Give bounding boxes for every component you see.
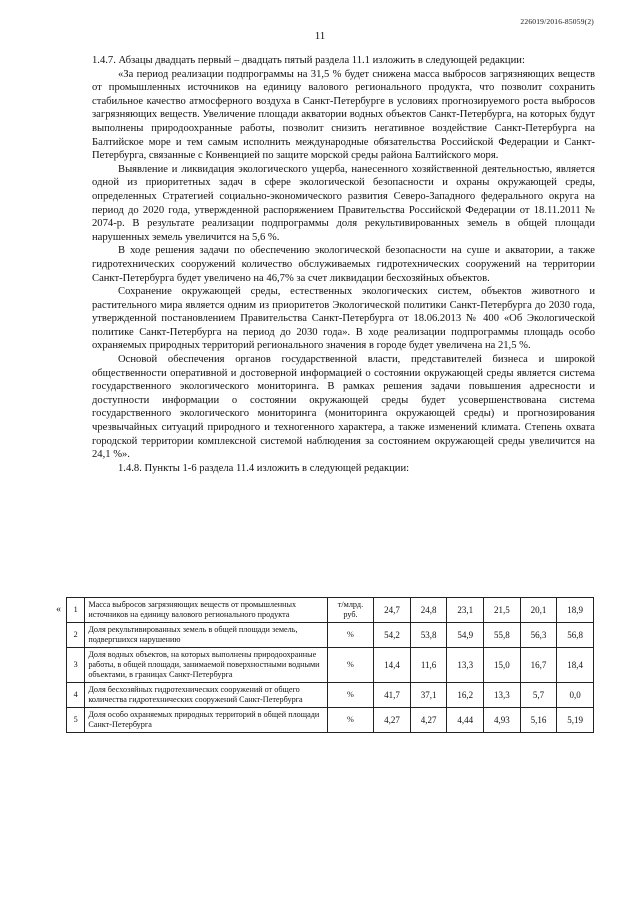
indicator-value: 18,4 [557,648,594,683]
indicator-name: Доля водных объектов, на которых выполнены природоохранные работы, в общей площади, занимаемой поверхностными водными объектами, в границах Санкт-Петербурга [85,648,327,683]
indicator-value: 37,1 [410,683,447,708]
indicator-unit: % [327,708,373,733]
indicator-value: 24,8 [410,598,447,623]
row-number: 4 [67,683,85,708]
indicator-value: 23,1 [447,598,484,623]
indicator-value: 5,7 [520,683,557,708]
paragraph: В ходе решения задачи по обеспечению экологической безопасности на суше и акватории, а также гидротехнических сооружений количество обслуживаемых гидротехнических сооружений на территории Санкт-Петербурга будет увеличено на 46,7% за счет ликвидации бесхозяйных объектов. [92,245,595,284]
indicator-unit: % [327,683,373,708]
row-number: 1 [67,598,85,623]
indicator-value: 54,2 [374,623,411,648]
table-row [67,683,594,708]
indicator-value: 13,3 [447,648,484,683]
indicator-name: Доля особо охраняемых природных территорий в общей площади Санкт-Петербурга [85,708,327,733]
indicator-value: 18,9 [557,598,594,623]
indicator-name: Масса выбросов загрязняющих веществ от промышленных источников на единицу валового регионального продукта [85,598,327,623]
indicator-value: 53,8 [410,623,447,648]
paragraph: Выявление и ликвидация экологического ущерба, нанесенного хозяйственной деятельностью, является одной из приоритетных задач в сфере экологической безопасности и охраны окружающей среды, определенных Стратегией социально-экономического развития Северо-Западного федерального округа на период до 2020 года, утвержденной распоряжением Правительства Российской Федерации от 18.11.2011 № 2074-р. В результате реализации подпрограммы доля рекультивированных земель в общей площади нарушенных земель увеличится на 5,6 %. [92,163,595,243]
indicator-value: 21,5 [484,598,521,623]
row-number: 3 [67,648,85,683]
table-row [67,648,594,683]
row-number: 2 [67,623,85,648]
document-body [92,54,595,475]
indicator-value: 4,27 [374,708,411,733]
indicator-value: 4,44 [447,708,484,733]
indicator-unit: % [327,623,373,648]
table-row [67,598,594,623]
indicator-value: 15,0 [484,648,521,683]
indicator-value: 56,3 [520,623,557,648]
table-quote-mark: « [56,604,61,615]
indicator-value: 56,8 [557,623,594,648]
indicator-value: 16,2 [447,683,484,708]
indicator-name: Доля рекультивированных земель в общей площади земель, подвергшихся нарушению [85,623,327,648]
paragraph: «За период реализации подпрограммы на 31,5 % будет снижена масса выбросов загрязняющих веществ от промышленных источников на единицу валового регионального продукта, что позволит сохранить стабильное качество атмосферного воздуха в Санкт-Петербурге в условиях прогнозируемого роста выбросов загрязняющих веществ. Увеличение площади акватории водных объектов Санкт-Петербурга, на которых будут выполнены природоохранные работы, позволит снизить негативное воздействие Санкт-Петербурга на Балтийское море и тем самым исполнить международные обязательства Российской Федерации и Санкт-Петербурга, связанные с Конвенцией по защите морской среды района Балтийского моря. [92,68,595,162]
indicator-value: 4,27 [410,708,447,733]
indicator-value: 13,3 [484,683,521,708]
indicator-value: 41,7 [374,683,411,708]
indicator-value: 5,19 [557,708,594,733]
indicator-unit: % [327,648,373,683]
paragraph: Основой обеспечения органов государственной власти, представителей бизнеса и широкой общественности оперативной и достоверной информацией о состоянии окружающей среды является система государственного экологического мониторинга. В рамках решения задачи повышения адресности и доступности информации о состоянии окружающей среды будет усовершенствована система государственного экологического мониторинга (мониторинга окружающей среды) и прогнозирования чрезвычайных ситуаций природного и техногенного характера, а также изменений климата. Степень охвата городской территории комплексной системой наблюдения за состоянием окружающей среды увеличится на 24,1 %». [92,354,595,461]
indicator-name: Доля бесхозяйных гидротехнических сооружений от общего количества гидротехнических сооружений Санкт-Петербурга [85,683,327,708]
page-number: 11 [314,30,326,42]
indicator-value: 20,1 [520,598,557,623]
indicator-value: 4,93 [484,708,521,733]
paragraph-item-1-4-7: 1.4.7. Абзацы двадцать первый – двадцать пятый раздела 11.1 изложить в следующей редакции: [92,55,525,66]
indicator-value: 55,8 [484,623,521,648]
table-row [67,708,594,733]
row-number: 5 [67,708,85,733]
indicator-value: 16,7 [520,648,557,683]
indicator-unit: т/млрд. руб. [327,598,373,623]
indicator-value: 24,7 [374,598,411,623]
indicator-value: 54,9 [447,623,484,648]
indicator-value: 5,16 [520,708,557,733]
indicators-table [66,597,594,733]
paragraph: Сохранение окружающей среды, естественных экологических систем, объектов животного и растительного мира является одним из приоритетов Экологической политики Санкт-Петербурга до 2030 года, утвержденной постановлением Правительства Санкт-Петербурга от 18.06.2013 № 400 «Об Экологической политике Санкт-Петербурга на период до 2030 года». В ходе реализации подпрограммы площадь особо охраняемых природных территорий регионального значения в городе будет увеличена на 21,5 %. [92,286,595,352]
paragraph-item-1-4-8: 1.4.8. Пункты 1-6 раздела 11.4 изложить в следующей редакции: [118,462,410,474]
indicator-value: 11,6 [410,648,447,683]
indicator-value: 0,0 [557,683,594,708]
indicator-value: 14,4 [374,648,411,683]
document-number: 226019/2016-85059(2) [520,17,594,26]
table-row [67,623,594,648]
